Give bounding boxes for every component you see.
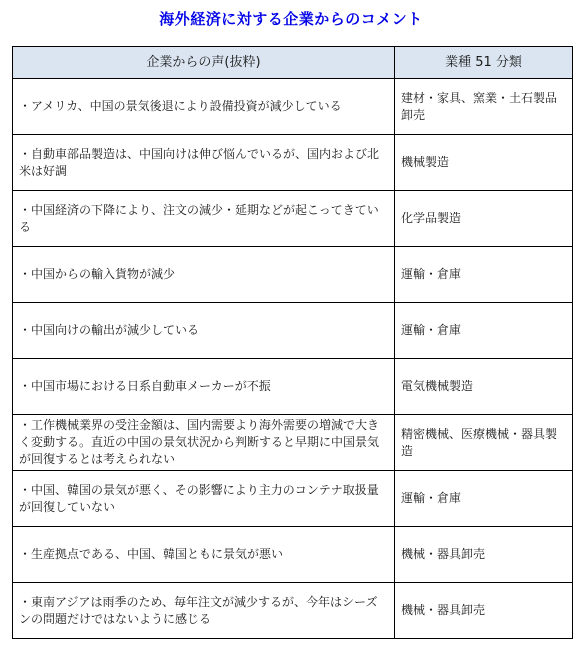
industry-cell: 電気機械製造 (395, 359, 573, 415)
comment-cell: ・中国市場における日系自動車メーカーが不振 (13, 359, 395, 415)
industry-cell: 建材・家具、窯業・土石製品卸売 (395, 79, 573, 135)
industry-cell: 運輸・倉庫 (395, 303, 573, 359)
table-row (13, 247, 573, 303)
industry-cell: 機械製造 (395, 135, 573, 191)
comment-cell: ・アメリカ、中国の景気後退により設備投資が減少している (13, 79, 395, 135)
comment-cell: ・中国からの輸入貨物が減少 (13, 247, 395, 303)
table-row (13, 79, 573, 135)
industry-cell: 機械・器具卸売 (395, 583, 573, 639)
table-row (13, 303, 573, 359)
table-row (13, 471, 573, 527)
industry-cell: 運輸・倉庫 (395, 247, 573, 303)
table-row (13, 415, 573, 471)
comment-cell: ・中国経済の下降により、注文の減少・延期などが起こってきている (13, 191, 395, 247)
comment-cell: ・中国向けの輸出が減少している (13, 303, 395, 359)
industry-cell: 運輸・倉庫 (395, 471, 573, 527)
comment-cell: ・中国、韓国の景気が悪く、その影響により主力のコンテナ取扱量が回復していない (13, 471, 395, 527)
table-row (13, 583, 573, 639)
comment-cell: ・東南アジアは雨季のため、毎年注文が減少するが、今年はシーズンの問題だけではないように感じる (13, 583, 395, 639)
table-row (13, 359, 573, 415)
industry-cell: 精密機械、医療機械・器具製造 (395, 415, 573, 471)
table-header-row (13, 47, 573, 79)
page-title: 海外経済に対する企業からのコメント (159, 10, 423, 28)
comment-cell: ・自動車部品製造は、中国向けは伸び悩んでいるが、国内および北米は好調 (13, 135, 395, 191)
header-industry: 業種 51 分類 (395, 47, 573, 79)
table-row (13, 191, 573, 247)
comments-table (12, 46, 573, 639)
comment-cell: ・生産拠点である、中国、韓国ともに景気が悪い (13, 527, 395, 583)
industry-cell: 機械・器具卸売 (395, 527, 573, 583)
header-voice: 企業からの声(抜粋) (13, 47, 395, 79)
comment-cell: ・工作機械業界の受注金額は、国内需要より海外需要の増減で大きく変動する。直近の中国の景気状況から判断すると早期に中国景気が回復するとは考えられない (13, 415, 395, 471)
table-row (13, 135, 573, 191)
industry-cell: 化学品製造 (395, 191, 573, 247)
table-row (13, 527, 573, 583)
